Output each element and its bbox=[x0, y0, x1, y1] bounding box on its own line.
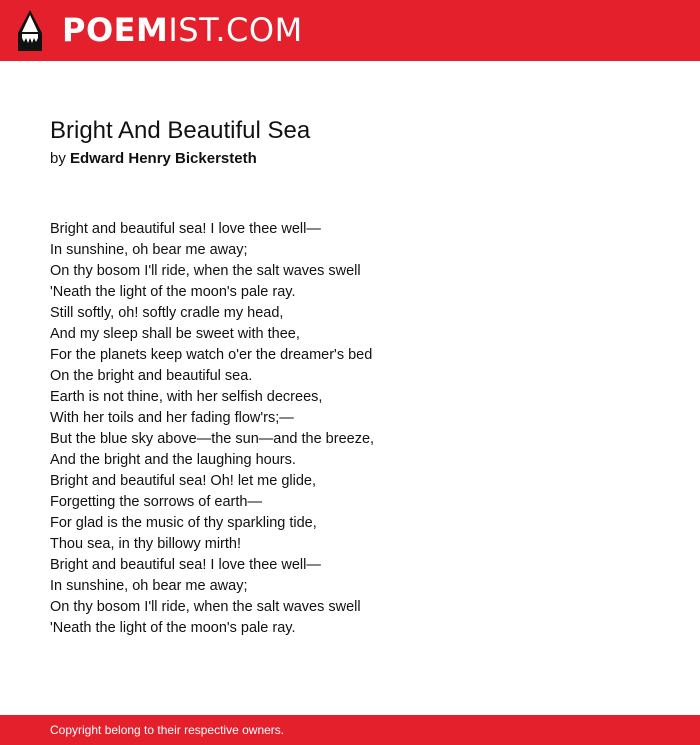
poem-line: Bright and beautiful sea! I love thee well— bbox=[50, 557, 321, 573]
poem-line: 'Neath the light of the moon's pale ray. bbox=[50, 620, 296, 636]
poem-line: And my sleep shall be sweet with thee, bbox=[50, 326, 300, 342]
poem-line: For glad is the music of thy sparkling tide, bbox=[50, 515, 317, 531]
logo-light-text: IST.COM bbox=[168, 11, 303, 49]
poem-line: In sunshine, oh bear me away; bbox=[50, 578, 248, 594]
poem-line: Bright and beautiful sea! Oh! let me glide, bbox=[50, 473, 316, 489]
poem-line: But the blue sky above—the sun—and the breeze, bbox=[50, 431, 375, 447]
poem-line: Bright and beautiful sea! I love thee well— bbox=[50, 221, 321, 237]
poem-line: In sunshine, oh bear me away; bbox=[50, 242, 248, 258]
poem-byline bbox=[50, 149, 257, 169]
poem-line: On thy bosom I'll ride, when the salt waves swell bbox=[50, 599, 361, 615]
poem-line: Forgetting the sorrows of earth— bbox=[50, 494, 262, 510]
poem-line: For the planets keep watch o'er the dreamer's bed bbox=[50, 347, 373, 363]
logo-bold-text: POEM bbox=[62, 11, 169, 49]
site-footer bbox=[0, 715, 700, 745]
poem-author: Edward Henry Bickersteth bbox=[70, 150, 257, 167]
site-header bbox=[0, 0, 700, 61]
poem-body bbox=[50, 219, 650, 639]
poem-title: Bright And Beautiful Sea bbox=[50, 117, 311, 144]
poem-line: Still softly, oh! softly cradle my head, bbox=[50, 305, 284, 321]
byline-prefix: by bbox=[50, 150, 66, 167]
poem-line: On thy bosom I'll ride, when the salt waves swell bbox=[50, 263, 361, 279]
poem-line: Thou sea, in thy billowy mirth! bbox=[50, 536, 241, 552]
poem-line: On the bright and beautiful sea. bbox=[50, 368, 253, 384]
pencil-icon[interactable] bbox=[18, 10, 42, 51]
site-logo-link[interactable] bbox=[62, 12, 303, 48]
poem-line: And the bright and the laughing hours. bbox=[50, 452, 296, 468]
copyright-notice: Copyright belong to their respective owners. bbox=[50, 723, 285, 737]
poem-line: 'Neath the light of the moon's pale ray. bbox=[50, 284, 296, 300]
poem-line: With her toils and her fading flow'rs;— bbox=[50, 410, 294, 426]
poem-line: Earth is not thine, with her selfish decrees, bbox=[50, 389, 323, 405]
